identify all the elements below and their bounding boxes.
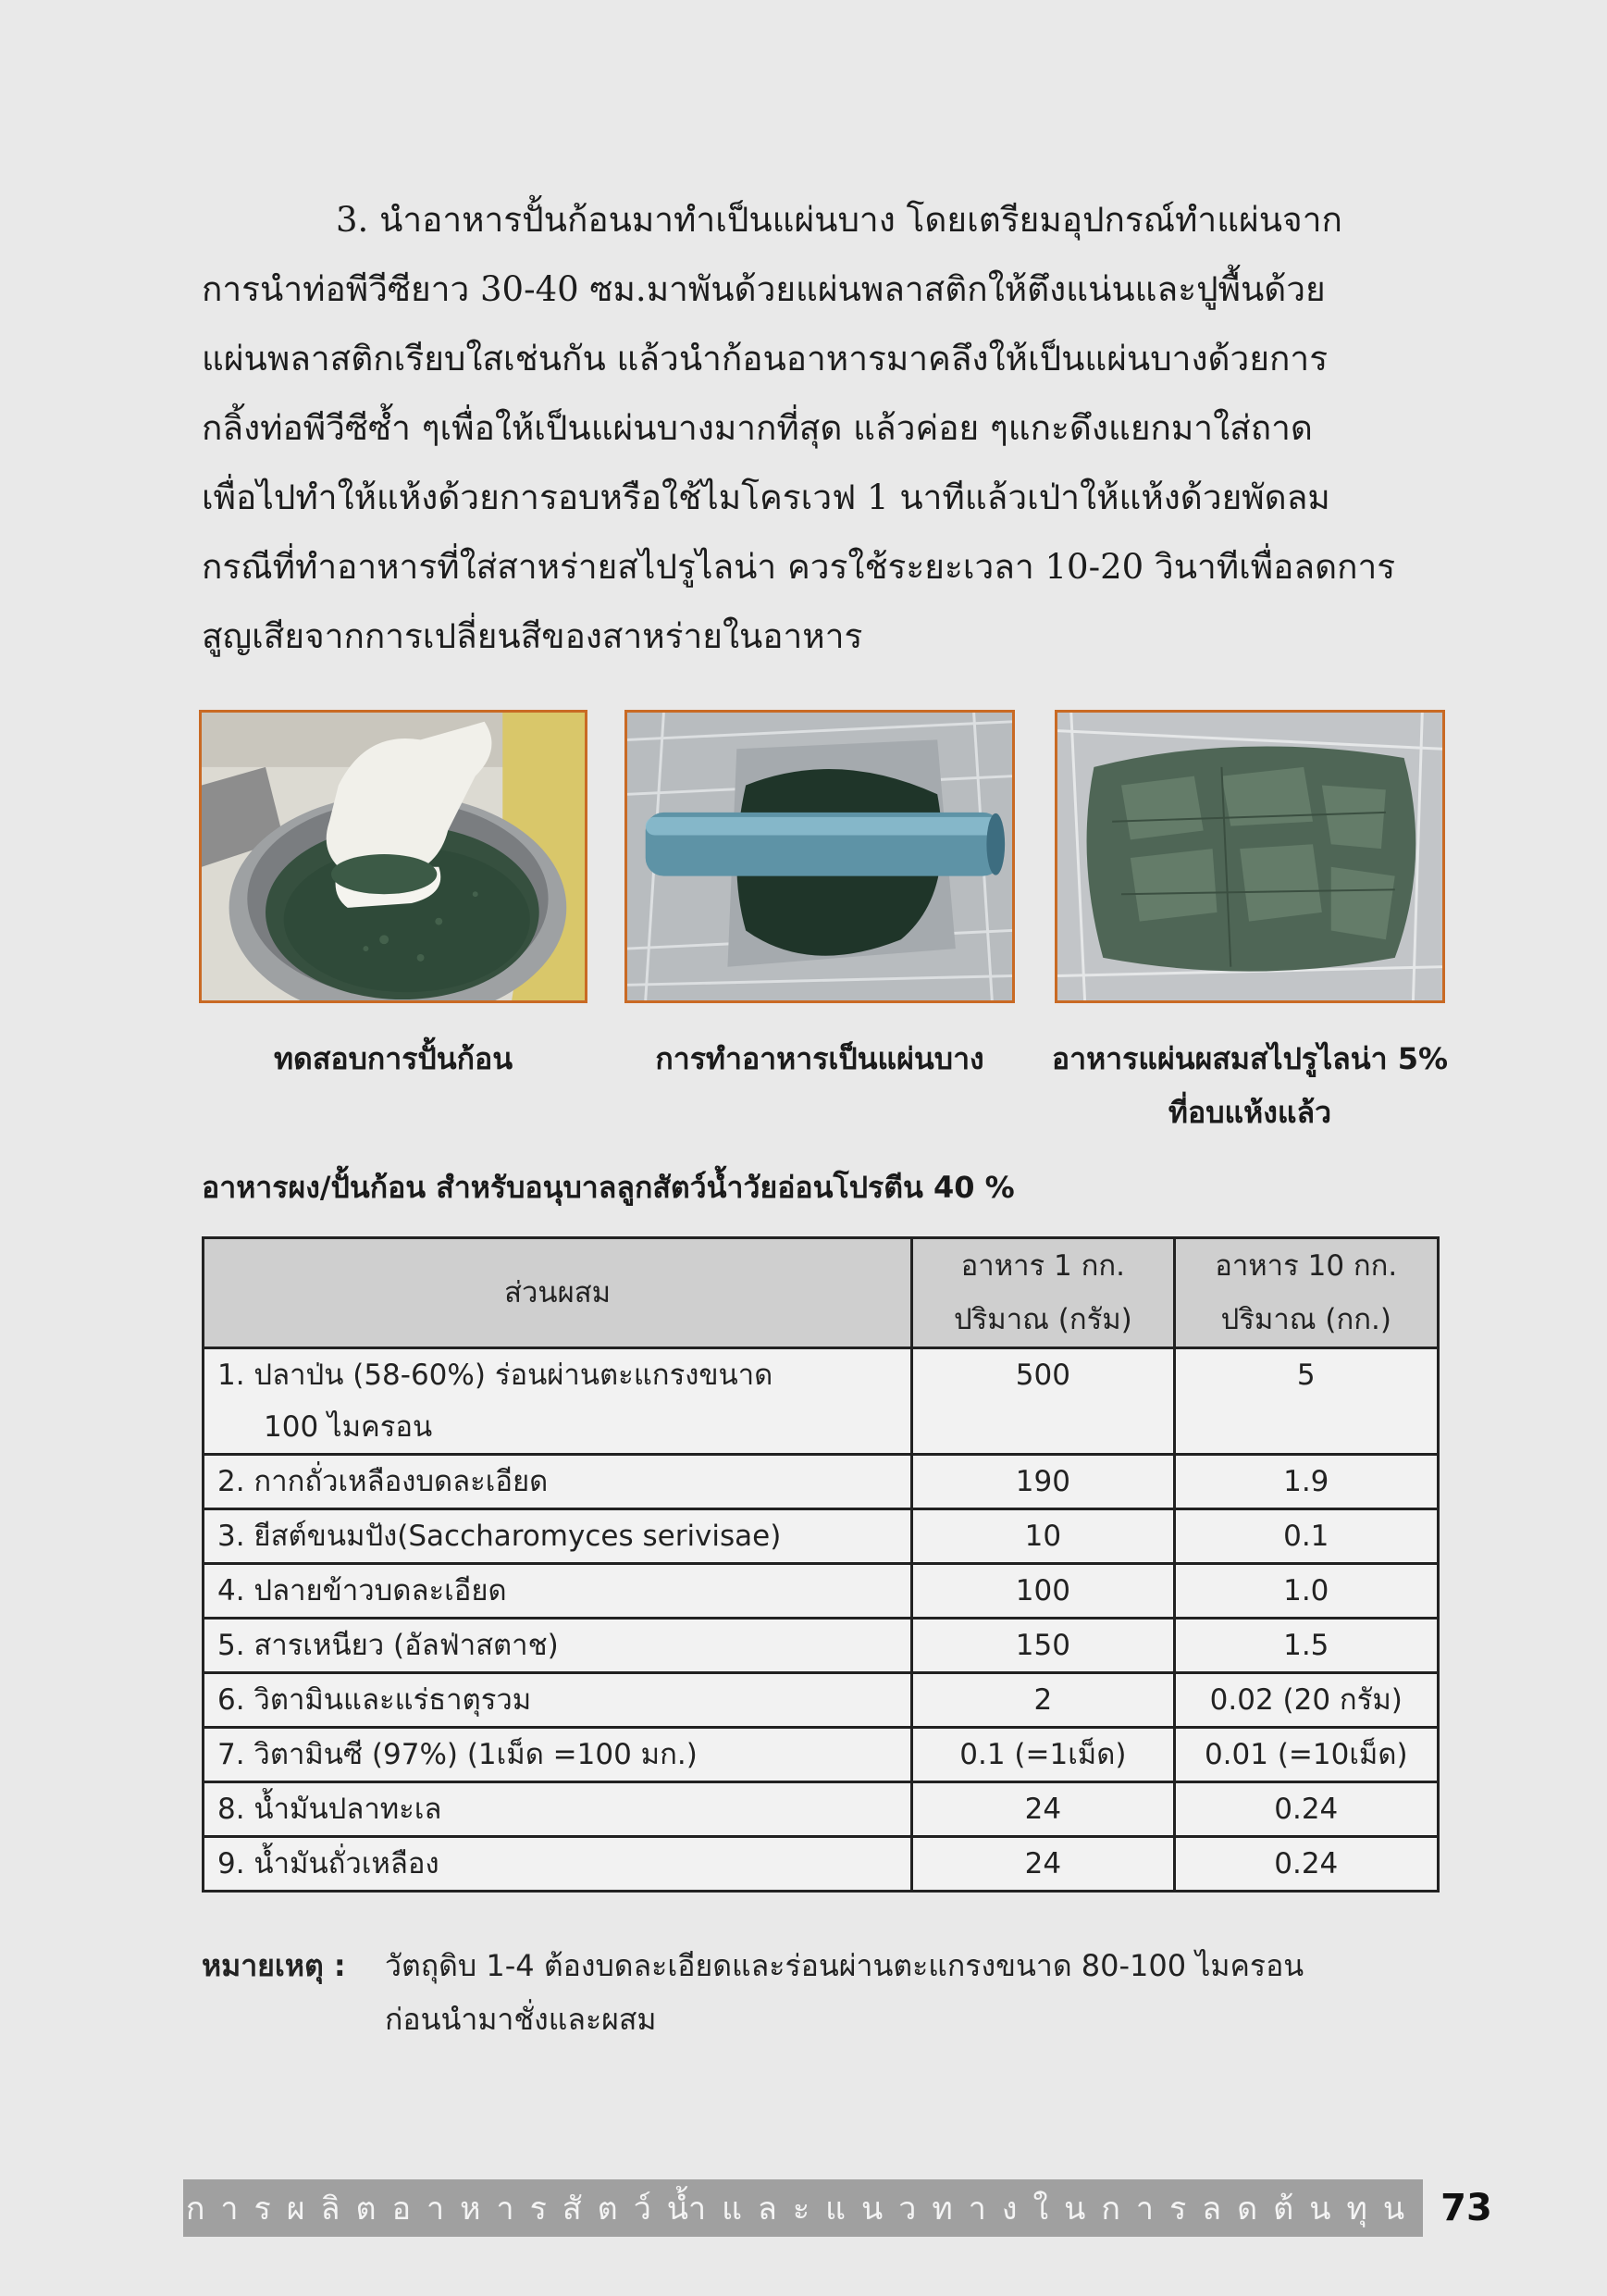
ingredient-name: 4. ปลายข้าวบดละเอียด xyxy=(204,1564,912,1619)
table-row xyxy=(204,1619,1439,1673)
header-text: ปริมาณ (กรัม) xyxy=(953,1303,1132,1336)
amount-grams: 0.1 (=1เม็ด) xyxy=(912,1728,1174,1782)
amount-kg: 0.02 (20 กรัม) xyxy=(1174,1673,1438,1728)
photo-dried-sheets xyxy=(1055,710,1445,1003)
amount-grams: 24 xyxy=(912,1837,1174,1892)
paragraph-line: สูญเสียจากการเปลี่ยนสีของสาหร่ายในอาหาร xyxy=(202,616,863,656)
amount-grams: 10 xyxy=(912,1509,1174,1564)
paragraph-line: กลิ้งท่อพีวีซีซ้ำ ๆเพื่อให้เป็นแผ่นบางมากที่สุด แล้วค่อย ๆแกะดึงแยกมาใส่ถาด xyxy=(202,408,1313,448)
ingredient-name: 8. น้ำมันปลาทะเล xyxy=(204,1782,912,1837)
ingredient-table xyxy=(202,1236,1440,1893)
amount-kg: 1.9 xyxy=(1174,1455,1438,1509)
paragraph-line: 3. นำอาหารปั้นก้อนมาทำเป็นแผ่นบาง โดยเตรียมอุปกรณ์ทำแผ่นจาก xyxy=(336,200,1342,240)
amount-kg: 1.0 xyxy=(1174,1564,1438,1619)
body-paragraph xyxy=(202,185,1441,671)
photo-rolling-sheet xyxy=(624,710,1015,1003)
table-row xyxy=(204,1728,1439,1782)
table-header-row xyxy=(204,1238,1439,1348)
paragraph-line: กรณีที่ทำอาหารที่ใส่สาหร่ายสไปรูไลน่า ควรใช้ระยะเวลา 10-20 วินาทีเพื่อลดการ xyxy=(202,547,1396,587)
header-1kg xyxy=(912,1238,1174,1348)
photo-caption: ทดสอบการปั้นก้อน xyxy=(273,1041,513,1076)
amount-grams: 24 xyxy=(912,1782,1174,1837)
table-row xyxy=(204,1782,1439,1837)
ingredient-name: 9. น้ำมันถั่วเหลือง xyxy=(204,1837,912,1892)
running-footer xyxy=(183,2179,1423,2237)
ingredient-name: 2. กากถั่วเหลืองบดละเอียด xyxy=(204,1455,912,1509)
table-row xyxy=(204,1837,1439,1892)
footnote-label: หมายเหตุ : xyxy=(202,1948,346,1983)
footnote-line: ก่อนนำมาชั่งและผสม xyxy=(385,2002,657,2037)
table-row xyxy=(204,1509,1439,1564)
header-text: อาหาร 1 กก. xyxy=(960,1249,1126,1283)
amount-kg: 0.24 xyxy=(1174,1837,1438,1892)
header-text: ปริมาณ (กก.) xyxy=(1220,1303,1391,1336)
header-ingredient: ส่วนผสม xyxy=(204,1238,912,1348)
page-number: 73 xyxy=(1440,2187,1492,2229)
ingredient-name: 6. วิตามินและแร่ธาตุรวม xyxy=(204,1673,912,1728)
paragraph-line: แผ่นพลาสติกเรียบใสเช่นกัน แล้วนำก้อนอาหารมาคลึงให้เป็นแผ่นบางด้วยการ xyxy=(202,339,1329,379)
photo-caption: การทำอาหารเป็นแผ่นบาง xyxy=(655,1041,984,1076)
amount-grams: 150 xyxy=(912,1619,1174,1673)
amount-grams: 100 xyxy=(912,1564,1174,1619)
photo-caption-line: อาหารแผ่นผสมสไปรูไลน่า 5% xyxy=(1051,1041,1449,1076)
header-text: อาหาร 10 กก. xyxy=(1215,1249,1398,1283)
ingredient-cell xyxy=(204,1348,912,1455)
table-row xyxy=(204,1673,1439,1728)
amount-grams: 190 xyxy=(912,1455,1174,1509)
photo-caption-line: ที่อบแห้งแล้ว xyxy=(1168,1095,1332,1130)
ingredient-name: 3. ยีสต์ขนมปัง(Saccharomyces serivisae) xyxy=(204,1509,912,1564)
amount-kg: 5 xyxy=(1174,1348,1438,1455)
ingredient-name: 7. วิตามินซี (97%) (1เม็ด =100 มก.) xyxy=(204,1728,912,1782)
footnote-line: วัตถุดิบ 1-4 ต้องบดละเอียดและร่อนผ่านตะแกรงขนาด 80-100 ไมครอน xyxy=(385,1948,1304,1983)
amount-grams: 500 xyxy=(912,1348,1174,1455)
ingredient-name: 1. ปลาป่น (58-60%) ร่อนผ่านตะแกรงขนาด xyxy=(217,1359,773,1392)
header-10kg xyxy=(1174,1238,1438,1348)
amount-kg: 1.5 xyxy=(1174,1619,1438,1673)
paragraph-line: การนำท่อพีวีซียาว 30-40 ซม.มาพันด้วยแผ่นพลาสติกให้ตึงแน่นและปูพื้นด้วย xyxy=(202,269,1326,309)
ingredient-name-cont: 100 ไมครอน xyxy=(264,1410,433,1444)
amount-kg: 0.24 xyxy=(1174,1782,1438,1837)
running-title: การผลิตอาหารสัตว์น้ำและแนวทางในการลดต้นทุน xyxy=(185,2191,1421,2228)
amount-kg: 0.1 xyxy=(1174,1509,1438,1564)
table-title: อาหารผง/ปั้นก้อน สำหรับอนุบาลลูกสัตว์น้ำวัยอ่อนโปรตีน 40 % xyxy=(202,1170,1015,1205)
amount-grams: 2 xyxy=(912,1673,1174,1728)
photo-caption xyxy=(1036,1032,1464,1139)
footnote xyxy=(202,1939,1304,2046)
photo-testing-lump xyxy=(199,710,587,1003)
table-row xyxy=(204,1348,1439,1455)
table-row xyxy=(204,1564,1439,1619)
paragraph-line: เพื่อไปทำให้แห้งด้วยการอบหรือใช้ไมโครเวฟ 1 นาทีแล้วเป่าให้แห้งด้วยพัดลม xyxy=(202,478,1330,517)
amount-kg: 0.01 (=10เม็ด) xyxy=(1174,1728,1438,1782)
table-row xyxy=(204,1455,1439,1509)
ingredient-name: 5. สารเหนียว (อัลฟ่าสตาช) xyxy=(204,1619,912,1673)
